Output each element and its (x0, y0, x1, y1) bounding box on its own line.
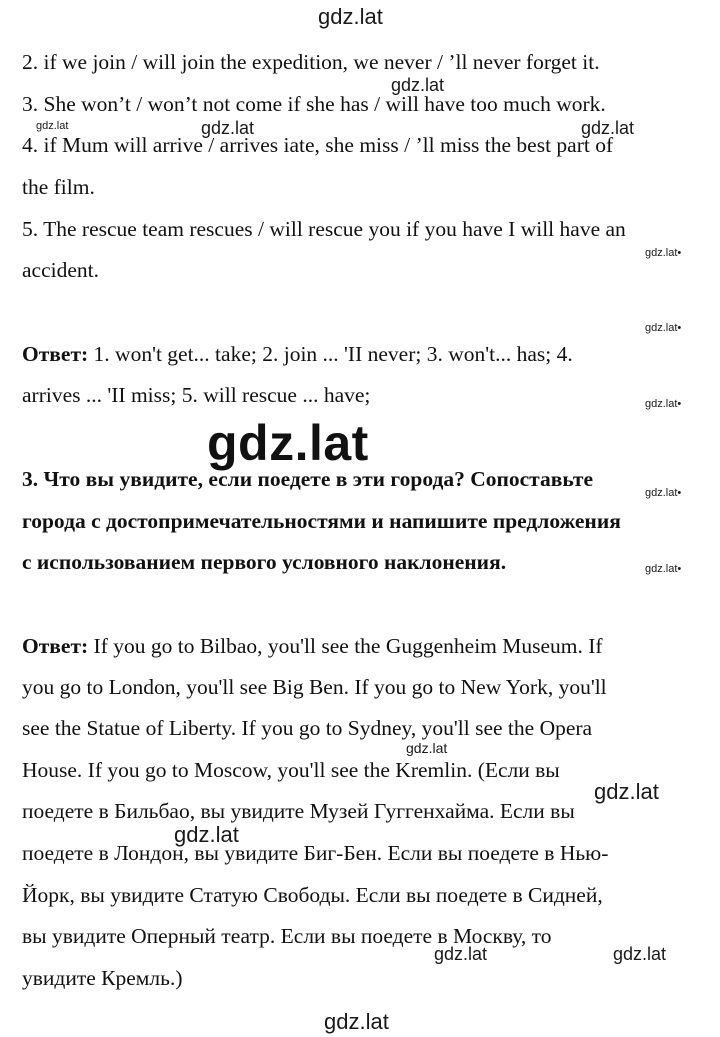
watermark: gdz.lat (406, 740, 448, 756)
answer-2-line-6: поедете в Лондон, вы увидите Биг-Бен. Если вы поедете в Нью- (22, 841, 609, 865)
watermark-large: gdz.lat (207, 415, 369, 471)
watermark: gdz.lat (391, 75, 445, 95)
watermark: gdz.lat (594, 779, 659, 804)
exercise-item-5: 5. The rescue team rescues / will rescue you if you have I will have an (22, 217, 626, 241)
question-3-line-3: с использованием первого условного наклонения. (22, 550, 507, 574)
answer-2-line-4: House. If you go to Moscow, you'll see the Kremlin. (Если вы (22, 758, 560, 782)
answer-1-line-1 (22, 340, 700, 368)
watermark: gdz.lat (318, 4, 383, 29)
watermark: gdz.lat• (645, 398, 682, 410)
exercise-item-4: 4. if Mum will arrive / arrives iate, she miss / ’ll miss the best part of (22, 133, 614, 157)
answer-label: Ответ: (22, 342, 89, 366)
watermark: gdz.lat (613, 944, 667, 964)
watermark: gdz.lat (174, 822, 239, 847)
watermark: gdz.lat (201, 118, 255, 138)
watermark: gdz.lat (434, 944, 488, 964)
answer-2-text: If you go to Bilbao, you'll see the Guggenheim Museum. If (88, 634, 603, 658)
answer-label: Ответ: (22, 634, 89, 658)
answer-2-line-9: увидите Кремль.) (22, 966, 183, 990)
question-3-line-1: 3. Что вы увидите, если поедете в эти города? Сопоставьте (22, 467, 593, 491)
answer-1-text: 1. won't get... take; 2. join ... 'II never; 3. won't... has; 4. (88, 342, 573, 366)
exercise-item-2: 2. if we join / will join the expedition, we never / ’ll never forget it. (22, 50, 600, 74)
answer-2-line-7: Йорк, вы увидите Статую Свободы. Если вы поедете в Сидней, (22, 883, 603, 907)
exercise-item-3: 3. She won’t / won’t not come if she has / will have too much work. (22, 92, 606, 116)
question-3-line-2: города с достопримечательностями и напишите предложения (22, 509, 621, 533)
watermark: gdz.lat• (645, 247, 682, 259)
watermark: gdz.lat (36, 120, 69, 132)
watermark: gdz.lat• (645, 563, 682, 575)
watermark: gdz.lat (324, 1009, 389, 1034)
answer-2-line-2: you go to London, you'll see Big Ben. If you go to New York, you'll (22, 675, 607, 699)
exercise-item-4-cont: the film. (22, 175, 95, 199)
answer-1-line-2: arrives ... 'II miss; 5. will rescue ... have; (22, 383, 371, 407)
exercise-item-5-cont: accident. (22, 258, 99, 282)
answer-2-line-8: вы увидите Оперный театр. Если вы поедете в Москву, то (22, 924, 552, 948)
watermark: gdz.lat• (645, 487, 682, 499)
watermark: gdz.lat (581, 118, 635, 138)
answer-2-line-5: поедете в Бильбао, вы увидите Музей Гуггенхайма. Если вы (22, 799, 575, 823)
answer-2-line-1 (22, 632, 700, 660)
watermark: gdz.lat• (645, 322, 682, 334)
answer-2-line-3: see the Statue of Liberty. If you go to Sydney, you'll see the Opera (22, 716, 593, 740)
